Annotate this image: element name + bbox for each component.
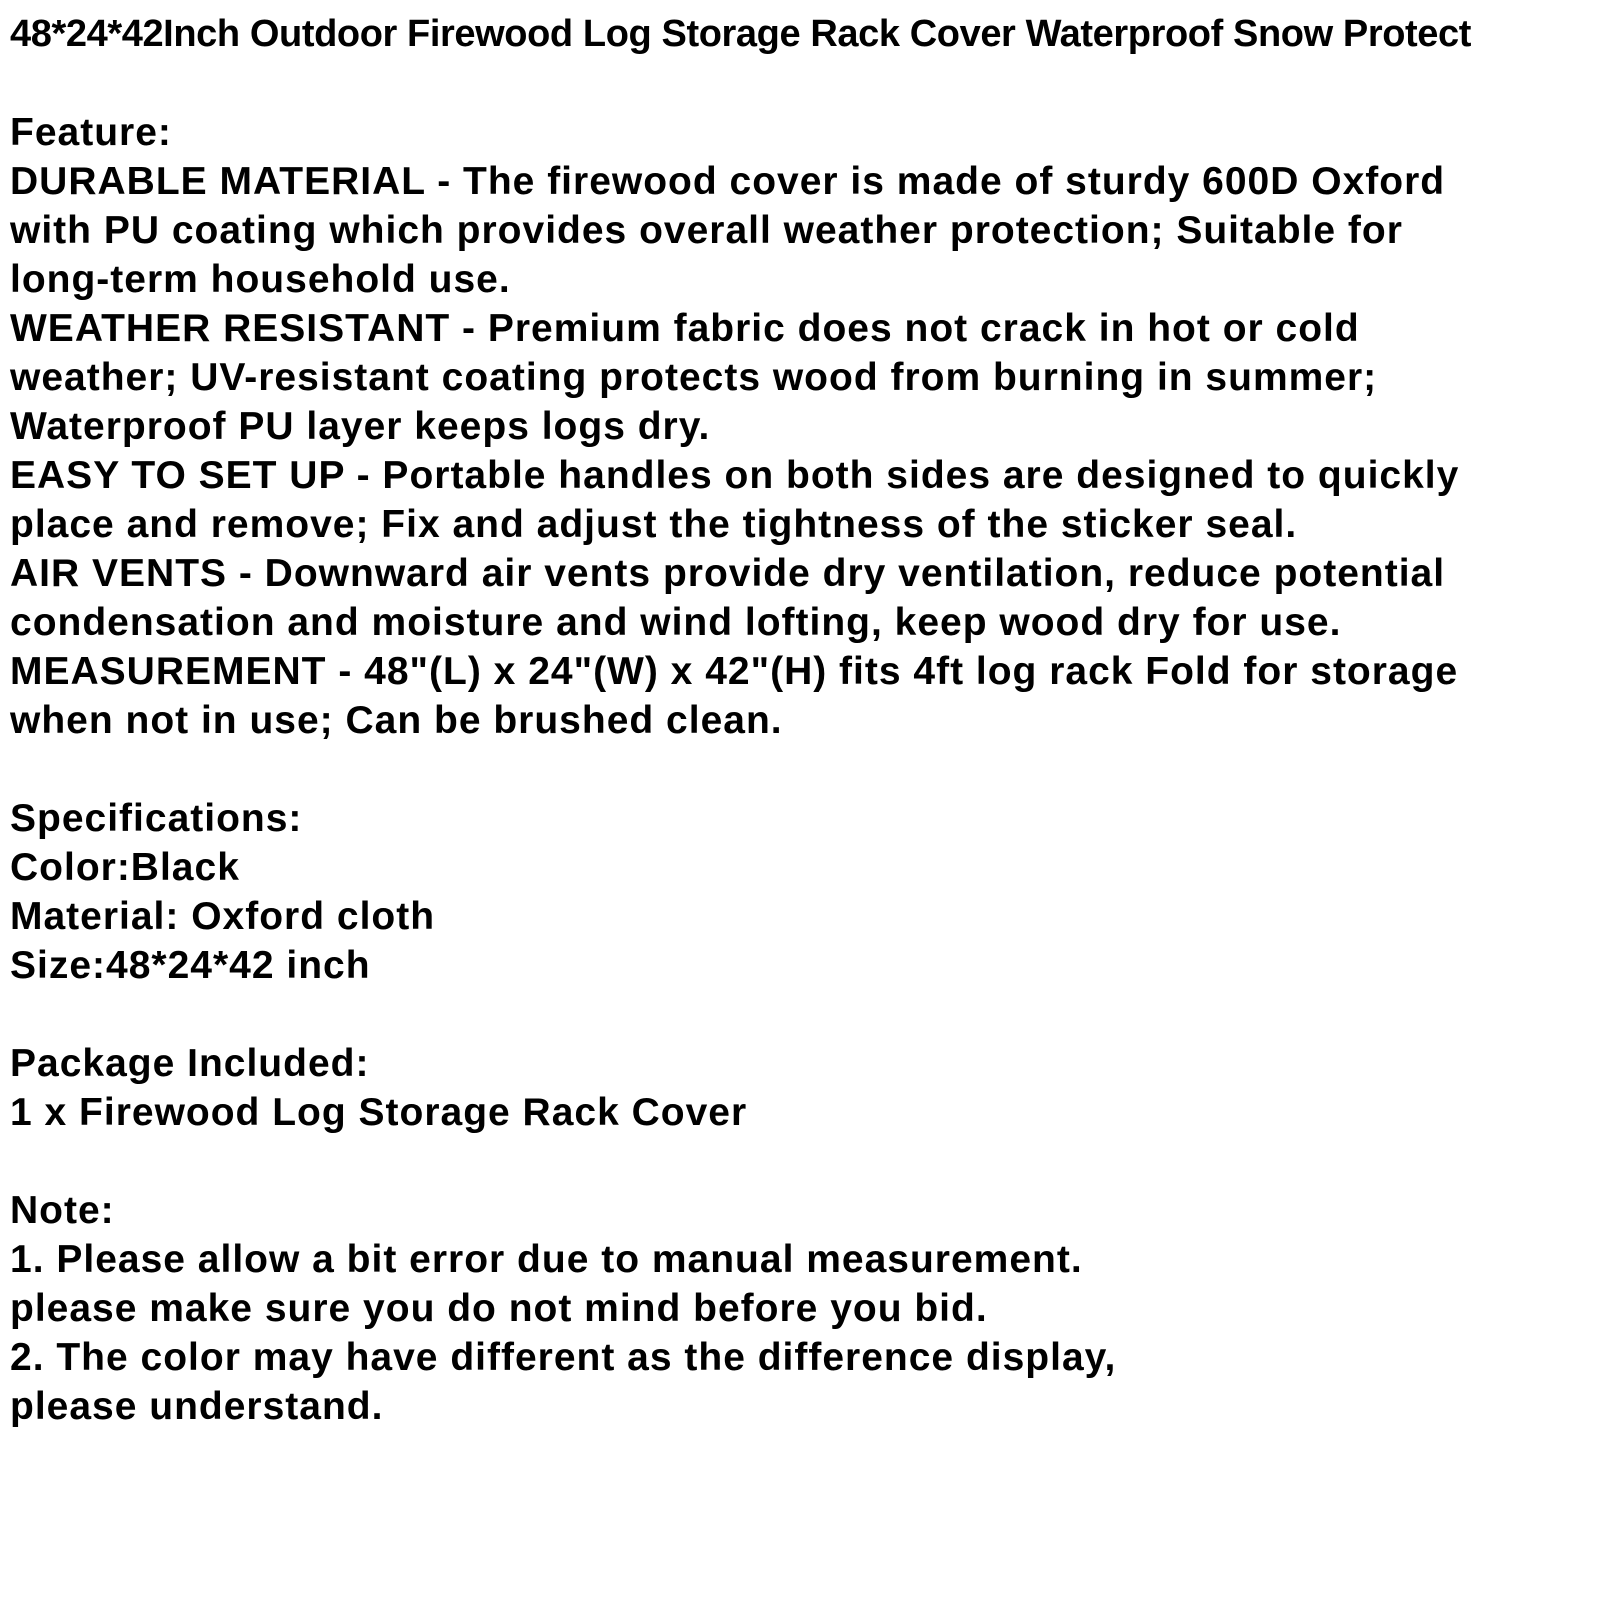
- note-line: 1. Please allow a bit error due to manual measurement.: [10, 1238, 1083, 1281]
- feature-line: when not in use; Can be brushed clean.: [10, 699, 783, 742]
- feature-line: long-term household use.: [10, 258, 511, 301]
- feature-line: DURABLE MATERIAL - The firewood cover is made of sturdy 600D Oxford: [10, 160, 1446, 203]
- feature-line: EASY TO SET UP - Portable handles on both sides are designed to quickly: [10, 454, 1460, 497]
- feature-line: AIR VENTS - Downward air vents provide dry ventilation, reduce potential: [10, 552, 1446, 595]
- specifications-heading: Specifications:: [10, 797, 303, 840]
- package-section: [10, 1039, 1590, 1137]
- feature-line: WEATHER RESISTANT - Premium fabric does not crack in hot or cold: [10, 307, 1360, 350]
- feature-line: MEASUREMENT - 48"(L) x 24"(W) x 42"(H) fits 4ft log rack Fold for storage: [10, 650, 1459, 693]
- specifications-section: [10, 794, 1590, 990]
- package-heading: Package Included:: [10, 1042, 370, 1085]
- section-gap: [10, 1137, 1590, 1186]
- product-title: 48*24*42Inch Outdoor Firewood Log Storage Rack Cover Waterproof Snow Protect: [10, 13, 1472, 55]
- package-item: 1 x Firewood Log Storage Rack Cover: [10, 1091, 748, 1134]
- spec-color: Color:Black: [10, 846, 240, 889]
- spec-size: Size:48*24*42 inch: [10, 944, 371, 987]
- feature-line: weather; UV-resistant coating protects wood from burning in summer;: [10, 356, 1378, 399]
- note-section: [10, 1186, 1590, 1431]
- feature-line: Waterproof PU layer keeps logs dry.: [10, 405, 711, 448]
- feature-section: [10, 108, 1590, 745]
- spec-material: Material: Oxford cloth: [10, 895, 436, 938]
- note-heading: Note:: [10, 1189, 115, 1232]
- feature-line: condensation and moisture and wind lofting, keep wood dry for use.: [10, 601, 1342, 644]
- section-gap: [10, 990, 1590, 1039]
- note-line: please make sure you do not mind before you bid.: [10, 1287, 988, 1330]
- feature-heading: Feature:: [10, 111, 172, 154]
- note-line: please understand.: [10, 1385, 384, 1428]
- note-line: 2. The color may have different as the difference display,: [10, 1336, 1117, 1379]
- description-body: [10, 108, 1590, 1431]
- feature-line: with PU coating which provides overall weather protection; Suitable for: [10, 209, 1403, 252]
- feature-line: place and remove; Fix and adjust the tightness of the sticker seal.: [10, 503, 1298, 546]
- section-gap: [10, 745, 1590, 794]
